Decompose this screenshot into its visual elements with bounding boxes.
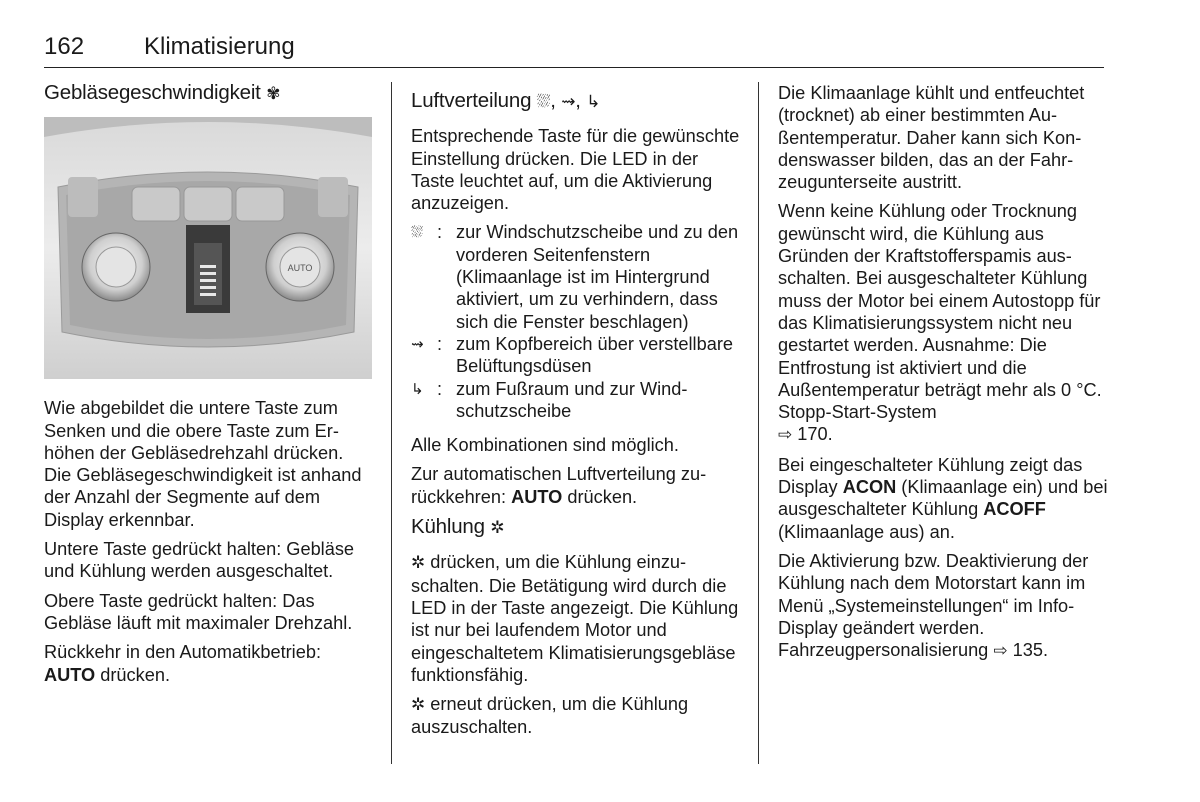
column-2 [411, 82, 741, 746]
foot-vent-icon: ↳ [586, 92, 601, 112]
climate-control-photo [44, 117, 372, 379]
page-number: 162 [44, 33, 85, 60]
paragraph: Entsprechende Taste für die gewünschte Einstellung drücken. Die LED in der Taste leuchtet auf, um die Aktivierung anzuzeigen. [411, 126, 740, 214]
snowflake-icon: ✲ [411, 695, 426, 716]
foot-vent-icon: ↳ [411, 379, 424, 398]
section-heading-cooling: Kühlung ✲ [411, 515, 505, 539]
snowflake-icon: ✲ [490, 518, 505, 539]
windshield-icon: ⛆ [536, 92, 551, 112]
reference-arrow-icon[interactable]: ⇨ [993, 641, 1008, 662]
paragraph: Rückkehr in den Automatikbetrieb: AUTO drücken. [44, 642, 322, 685]
snowflake-icon: ✲ [411, 553, 426, 574]
head-vent-icon: ⇝ [411, 334, 424, 353]
paragraph: Obere Taste gedrückt halten: Das Gebläse läuft mit maximaler Drehzahl. [44, 590, 353, 633]
page-header [44, 33, 1104, 68]
column-divider [758, 82, 759, 764]
paragraph: ✲ erneut drücken, um die Kühlung auszuschalten. [411, 694, 689, 738]
section-heading-fan: Gebläsegeschwindigkeit ✾ [44, 81, 281, 104]
column-1 [44, 82, 374, 693]
paragraph: Zur automatischen Luftverteilung zurückkehren: AUTO drücken. [411, 464, 707, 507]
head-vent-icon: ⇝ [561, 92, 576, 112]
column-divider [391, 82, 392, 764]
air-distribution-list [411, 221, 741, 422]
fan-icon: ✾ [266, 84, 281, 104]
paragraph: Bei eingeschalteter Kühlung zeigt das Display ACON (Klimaanlage ein) und bei ausgeschalteter Kühlung ACOFF (Klimaanlage aus) an. [778, 454, 1108, 542]
paragraph: Alle Kombinationen sind möglich. [411, 435, 679, 456]
list-item: ⛆ : zur Windschutzscheibe und zu den vorderen Seitenfenstern (Klimaanlage ist im Hintergrund aktiviert, um zu verhindern, dass sich die Fenster beschlagen) [411, 222, 739, 332]
paragraph: Die Klimaanlage kühlt und entfeuchtet (trocknet) ab einer bestimmten Außentemperatur. Daher kann sich Kondenswasser bilden, das an der Fahrzeugunterseite austritt. [778, 83, 1085, 193]
list-item: ⇝ : zum Kopfbereich über verstellbare Belüftungsdüsen [411, 333, 733, 377]
paragraph: Wie abgebildet die untere Taste zum Senken und die obere Taste zum Erhöhen der Gebläsedrehzahl drücken. Die Gebläsegeschwindigkeit ist anhand der Anzahl der Segmente auf dem Display erkennbar. [44, 398, 362, 530]
chapter-title: Klimatisierung [144, 33, 295, 60]
paragraph: Untere Taste gedrückt halten: Gebläse und Kühlung werden ausgeschaltet. [44, 539, 355, 582]
column-3 [778, 82, 1108, 669]
windshield-icon: ⛆ [411, 223, 424, 242]
reference-arrow-icon[interactable]: ⇨ [778, 425, 793, 446]
paragraph: Die Aktivierung bzw. Deaktivierung der Kühlung nach dem Motorstart kann im Menü „Systemeinstellungen“ im Info-Display geändert werden. Fahrzeugpersonalisierung ⇨ 135. [778, 550, 1089, 662]
section-heading-air-distribution: Luftverteilung ⛆, ⇝, ↳ [411, 89, 601, 112]
photo-auto-label: AUTO [287, 263, 313, 274]
paragraph: ✲ drücken, um die Kühlung einzuschalten. Die Betätigung wird durch die LED in der Taste angezeigt. Die Kühlung ist nur bei laufendem Motor und eingeschaltetem Klimatisierungsgebläse funktionsfähig. [411, 552, 739, 685]
list-item: ↳ : zum Fußraum und zur Windschutzscheibe [411, 378, 688, 421]
paragraph: Wenn keine Kühlung oder Trocknung gewünscht wird, die Kühlung aus Gründen der Kraftstofferspamis ausschalten. Bei ausgeschalteter Kühlung muss der Motor bei einem Autostopp für das Klimatisierungssystem nicht neu gestartet werden. Ausnahme: Die Entfrostung ist aktiviert und die Außentemperatur beträgt mehr als 0 °C. Stopp-Start-System ⇨ 170. [778, 201, 1102, 446]
